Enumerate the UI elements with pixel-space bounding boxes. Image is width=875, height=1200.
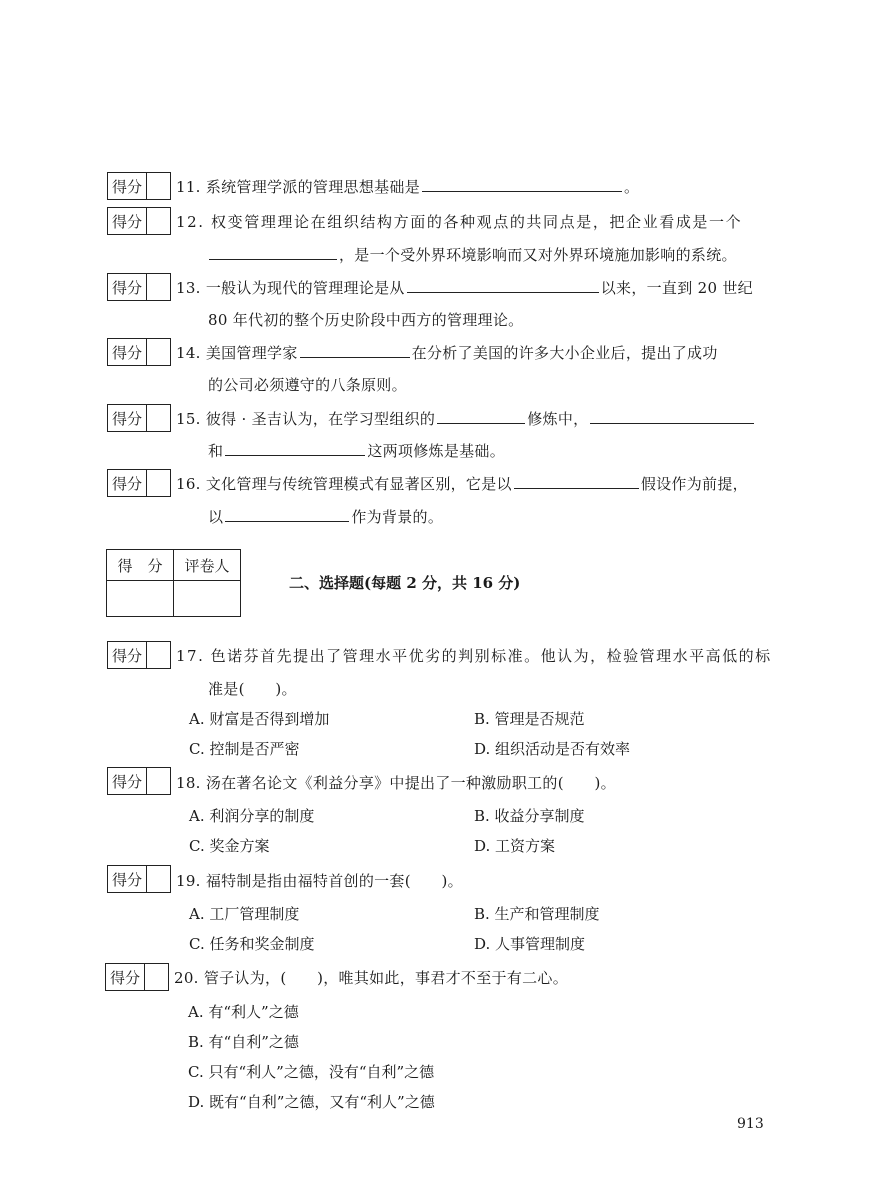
question-14-line1	[176, 342, 718, 363]
question-16-line1	[176, 473, 748, 494]
score-box-q12	[107, 207, 171, 235]
option-a[interactable]: A. 有“利人”之德	[188, 1003, 299, 1021]
score-box-q19	[107, 865, 171, 893]
q11-text: 11. 系统管理学派的管理思想基础是	[176, 178, 421, 196]
score-label: 得分	[108, 405, 147, 431]
option-b[interactable]: B. 收益分享制度	[474, 807, 585, 825]
question-11	[176, 176, 639, 197]
score-label: 得分	[108, 866, 147, 892]
q14-text: 14. 美国管理学家	[176, 344, 298, 362]
grader-header: 评卷人	[184, 556, 230, 575]
score-box-q16	[107, 469, 171, 497]
question-17-line1: 17. 色诺芬首先提出了管理水平优劣的判别标准。他认为，检验管理水平高低的标	[176, 647, 772, 665]
q11-end: 。	[624, 178, 640, 196]
question-19: 19. 福特制是指由福特首创的一套( )。	[176, 872, 463, 890]
question-15-line1	[176, 408, 756, 429]
score-box-q11	[107, 172, 171, 200]
q16-text: 16. 文化管理与传统管理模式有显著区别，它是以	[176, 475, 512, 493]
q15-text-4: 这两项修炼是基础。	[367, 442, 506, 460]
score-box-q18	[107, 767, 171, 795]
q15-text-2: 修炼中，	[527, 410, 589, 428]
score-header: 得 分	[117, 556, 163, 575]
score-box-q17	[107, 641, 171, 669]
option-c[interactable]: C. 只有“利人”之德，没有“自利”之德	[188, 1063, 435, 1081]
option-d[interactable]: D. 组织活动是否有效率	[474, 740, 631, 758]
score-box-q14	[107, 338, 171, 366]
score-label: 得分	[108, 173, 147, 199]
answer-blank[interactable]	[590, 409, 754, 424]
score-box-q13	[107, 273, 171, 301]
question-13-line1	[176, 277, 753, 298]
option-d[interactable]: D. 既有“自利”之德，又有“利人”之德	[188, 1093, 435, 1111]
answer-blank[interactable]	[437, 409, 525, 424]
q15-text-3: 和	[208, 442, 224, 460]
q13-text: 13. 一般认为现代的管理理论是从	[176, 279, 405, 297]
score-box-q15	[107, 404, 171, 432]
option-a[interactable]: A. 财富是否得到增加	[189, 710, 330, 728]
option-c[interactable]: C. 控制是否严密	[189, 740, 300, 758]
score-box-q20	[105, 963, 169, 991]
option-b[interactable]: B. 有“自利”之德	[188, 1033, 299, 1051]
answer-blank[interactable]	[422, 177, 622, 192]
q16-text-3: 以	[208, 508, 224, 526]
question-15-line2	[208, 440, 505, 461]
question-20: 20. 管子认为，( )，唯其如此，事君才不至于有二心。	[174, 969, 569, 987]
option-a[interactable]: A. 利润分享的制度	[189, 807, 315, 825]
answer-blank[interactable]	[225, 441, 365, 456]
q16-text-4: 作为背景的。	[351, 508, 444, 526]
question-13-line2: 80 年代初的整个历史阶段中西方的管理理论。	[208, 311, 524, 329]
option-c[interactable]: C. 任务和奖金制度	[189, 935, 315, 953]
question-12-line1: 12. 权变管理理论在组织结构方面的各种观点的共同点是，把企业看成是一个	[176, 213, 743, 231]
score-label: 得分	[108, 768, 147, 794]
answer-blank[interactable]	[407, 278, 599, 293]
question-18: 18. 汤在著名论文《利益分享》中提出了一种激励职工的( )。	[176, 774, 616, 792]
grader-table	[106, 549, 241, 617]
option-b[interactable]: B. 生产和管理制度	[474, 905, 600, 923]
section-title: 二、选择题(每题 2 分，共 16 分)	[289, 574, 521, 592]
page-number: 913	[737, 1116, 764, 1132]
option-d[interactable]: D. 人事管理制度	[474, 935, 586, 953]
question-14-line2: 的公司必须遵守的八条原则。	[208, 376, 407, 394]
score-label: 得分	[108, 642, 147, 668]
question-17-line2: 准是( )。	[208, 680, 297, 698]
score-label: 得分	[106, 964, 145, 990]
score-label: 得分	[108, 274, 147, 300]
q16-text-2: 假设作为前提，	[640, 475, 748, 493]
question-16-line2	[208, 506, 443, 527]
option-d[interactable]: D. 工资方案	[474, 837, 556, 855]
q13-text-2: 以来，一直到 20 世纪	[600, 279, 753, 297]
q12-text: ，是一个受外界环境影响而又对外界环境施加影响的系统。	[339, 246, 737, 264]
question-12-line2	[207, 244, 737, 265]
score-label: 得分	[108, 208, 147, 234]
q15-text: 15. 彼得 · 圣吉认为，在学习型组织的	[176, 410, 436, 428]
answer-blank[interactable]	[300, 343, 410, 358]
answer-blank[interactable]	[225, 507, 349, 522]
answer-blank[interactable]	[209, 245, 337, 260]
q14-text-2: 在分析了美国的许多大小企业后，提出了成功	[411, 344, 718, 362]
option-b[interactable]: B. 管理是否规范	[474, 710, 585, 728]
option-c[interactable]: C. 奖金方案	[189, 837, 270, 855]
answer-blank[interactable]	[514, 474, 639, 489]
option-a[interactable]: A. 工厂管理制度	[189, 905, 300, 923]
score-label: 得分	[108, 470, 147, 496]
score-label: 得分	[108, 339, 147, 365]
